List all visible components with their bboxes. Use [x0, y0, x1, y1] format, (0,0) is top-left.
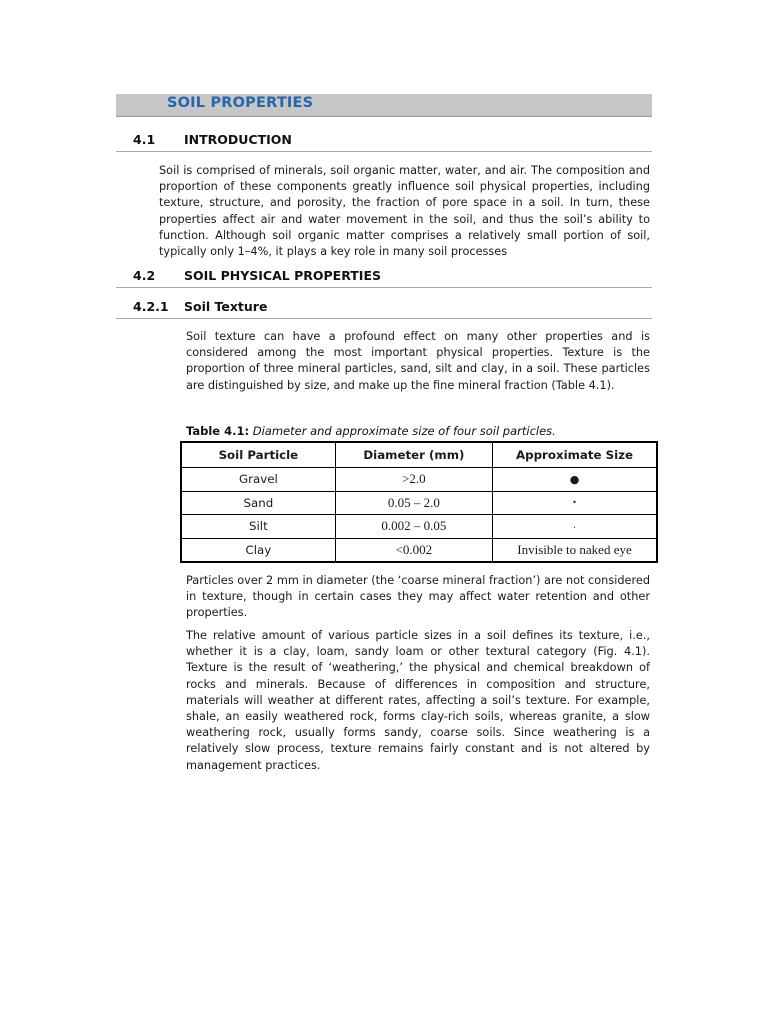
- size-cell: .: [493, 515, 657, 539]
- section-divider: [116, 287, 652, 288]
- size-cell: Invisible to naked eye: [493, 538, 657, 562]
- section-number-physical: 4.2: [133, 268, 156, 283]
- table-row: [181, 515, 657, 539]
- size-cell: ●: [493, 468, 657, 492]
- particle-name-cell: Clay: [181, 538, 335, 562]
- particle-name-cell: Gravel: [181, 468, 335, 492]
- table-caption-text: Diameter and approximate size of four soil particles.: [252, 424, 556, 438]
- column-header: Approximate Size: [493, 442, 657, 468]
- diameter-cell: <0.002: [335, 538, 492, 562]
- intro-paragraph: Soil is comprised of minerals, soil organic matter, water, and air. The composition and proportion of these components greatly influence soil physical properties, including texture, structure, and porosity, the fraction of pore space in a soil. In turn, these properties affect air and water movement in the soil, and thus the soil’s ability to function. Although soil organic matter comprises a relatively small portion of soil, typically only 1–4%, it plays a key role in many soil processes: [159, 164, 650, 259]
- table-caption: [186, 424, 556, 438]
- particle-name-cell: Sand: [181, 491, 335, 515]
- table-caption-label: Table 4.1:: [186, 424, 250, 438]
- texture-paragraph-2: Particles over 2 mm in diameter (the ‘coarse mineral fraction’) are not considered in texture, though in certain cases they may affect water retention and other properties.: [186, 574, 650, 620]
- particle-name-cell: Silt: [181, 515, 335, 539]
- texture-paragraph-1: Soil texture can have a profound effect on many other properties and is considered among the most important physical properties. Texture is the proportion of three mineral particles, sand, silt and clay, in a soil. These particles are distinguished by size, and make up the fine mineral fraction (Table 4.1).: [186, 330, 650, 392]
- diameter-cell: 0.05 – 2.0: [335, 491, 492, 515]
- size-cell: •: [493, 491, 657, 515]
- table-row: [181, 491, 657, 515]
- table-header-row: [181, 442, 657, 468]
- diameter-cell: 0.002 – 0.05: [335, 515, 492, 539]
- texture-paragraph-3: The relative amount of various particle sizes in a soil defines its texture, i.e., whether it is a clay, loam, sandy loam or other textural category (Fig. 4.1). Texture is the result of ‘weathering,’ the physical and chemical breakdown of rocks and minerals. Because of differences in composition and structure, materials will weather at different rates, affecting a soil’s texture. For example, shale, an easily weathered rock, forms clay-rich soils, whereas granite, a slow weathering rock, usually forms sandy, coarse soils. Since weathering is a relatively slow process, texture remains fairly constant and is not altered by management practices.: [186, 629, 650, 772]
- section-divider: [116, 318, 652, 319]
- section-title-physical: SOIL PHYSICAL PROPERTIES: [184, 268, 381, 283]
- subsection-number-texture: 4.2.1: [133, 299, 169, 314]
- section-number-intro: 4.1: [133, 132, 156, 147]
- diameter-cell: >2.0: [335, 468, 492, 492]
- soil-particle-table: [180, 441, 658, 563]
- table-row: [181, 538, 657, 562]
- table-row: [181, 468, 657, 492]
- chapter-title: SOIL PROPERTIES: [167, 95, 314, 111]
- subsection-title-texture: Soil Texture: [184, 299, 268, 314]
- section-title-intro: INTRODUCTION: [184, 132, 292, 147]
- chapter-header-bar: [116, 94, 652, 117]
- column-header: Diameter (mm): [335, 442, 492, 468]
- column-header: Soil Particle: [181, 442, 335, 468]
- section-divider: [116, 151, 652, 152]
